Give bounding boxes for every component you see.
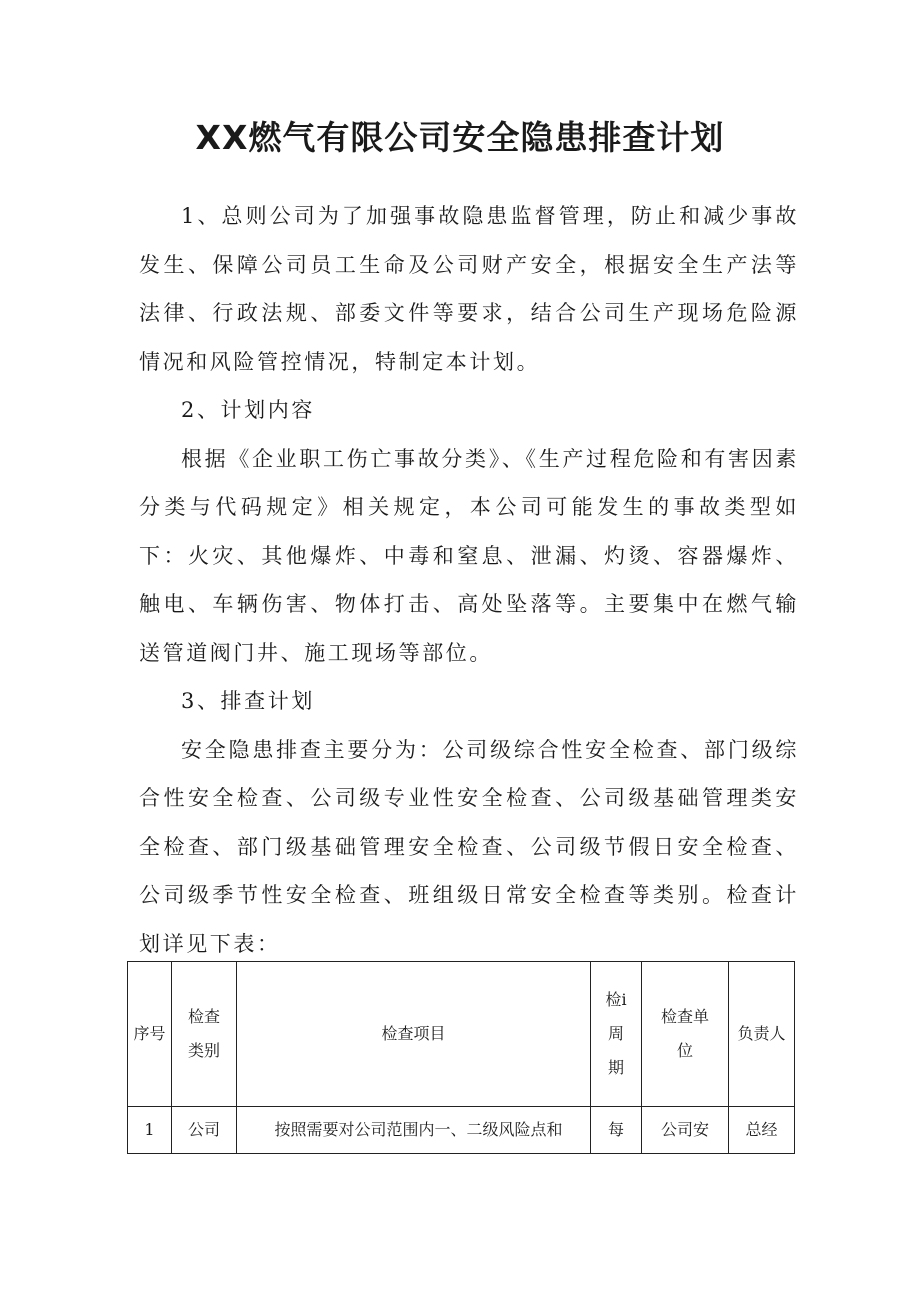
paragraph-inspection-categories: 安全隐患排查主要分为：公司级综合性安全检查、部门级综合性安全检查、公司级专业性安全检查、公司级基础管理类安全检查、部门级基础管理安全检查、公司级节假日安全检查、公司级季节性安全检查、班组级日常安全检查等类别。检查计划详见下表： (139, 737, 799, 956)
header-seq: 序号 (128, 962, 172, 1107)
inspection-plan-table (127, 961, 795, 1154)
header-item: 检查项目 (237, 962, 591, 1107)
paragraph-accident-types: 根据《企业职工伤亡事故分类》、《生产过程危险和有害因素分类与代码规定》相关规定，本公司可能发生的事故类型如下：火灾、其他爆炸、中毒和窒息、泄漏、灼烫、容器爆炸、触电、车辆伤害、物体打击、高处坠落等。主要集中在燃气输送管道阀门井、施工现场等部位。 (139, 446, 799, 665)
section-heading-inspection-plan: 3、排查计划 (181, 689, 315, 713)
cell-cycle: 每 (591, 1107, 642, 1154)
cell-seq: 1 (128, 1107, 172, 1154)
section-heading-plan-content: 2、计划内容 (181, 398, 315, 422)
paragraph-general: 1、总则公司为了加强事故隐患监督管理，防止和减少事故发生、保障公司员工生命及公司财产安全，根据安全生产法等法律、行政法规、部委文件等要求，结合公司生产现场危险源情况和风险管控情况，特制定本计划。 (139, 204, 799, 374)
cell-unit: 公司安 (642, 1107, 729, 1154)
header-unit: 检查单位 (642, 962, 729, 1107)
header-category: 检查类别 (172, 962, 237, 1107)
header-cycle: 检i周期 (591, 962, 642, 1107)
cell-owner: 总经 (729, 1107, 795, 1154)
document-body (139, 192, 799, 968)
header-owner: 负责人 (729, 962, 795, 1107)
cell-item: 按照需要对公司范围内一、二级风险点和 (237, 1107, 591, 1154)
cell-category: 公司 (172, 1107, 237, 1154)
table-row (128, 1107, 795, 1154)
document-title: XX燃气有限公司安全隐患排查计划 (195, 118, 725, 157)
table-header-row (128, 962, 795, 1107)
